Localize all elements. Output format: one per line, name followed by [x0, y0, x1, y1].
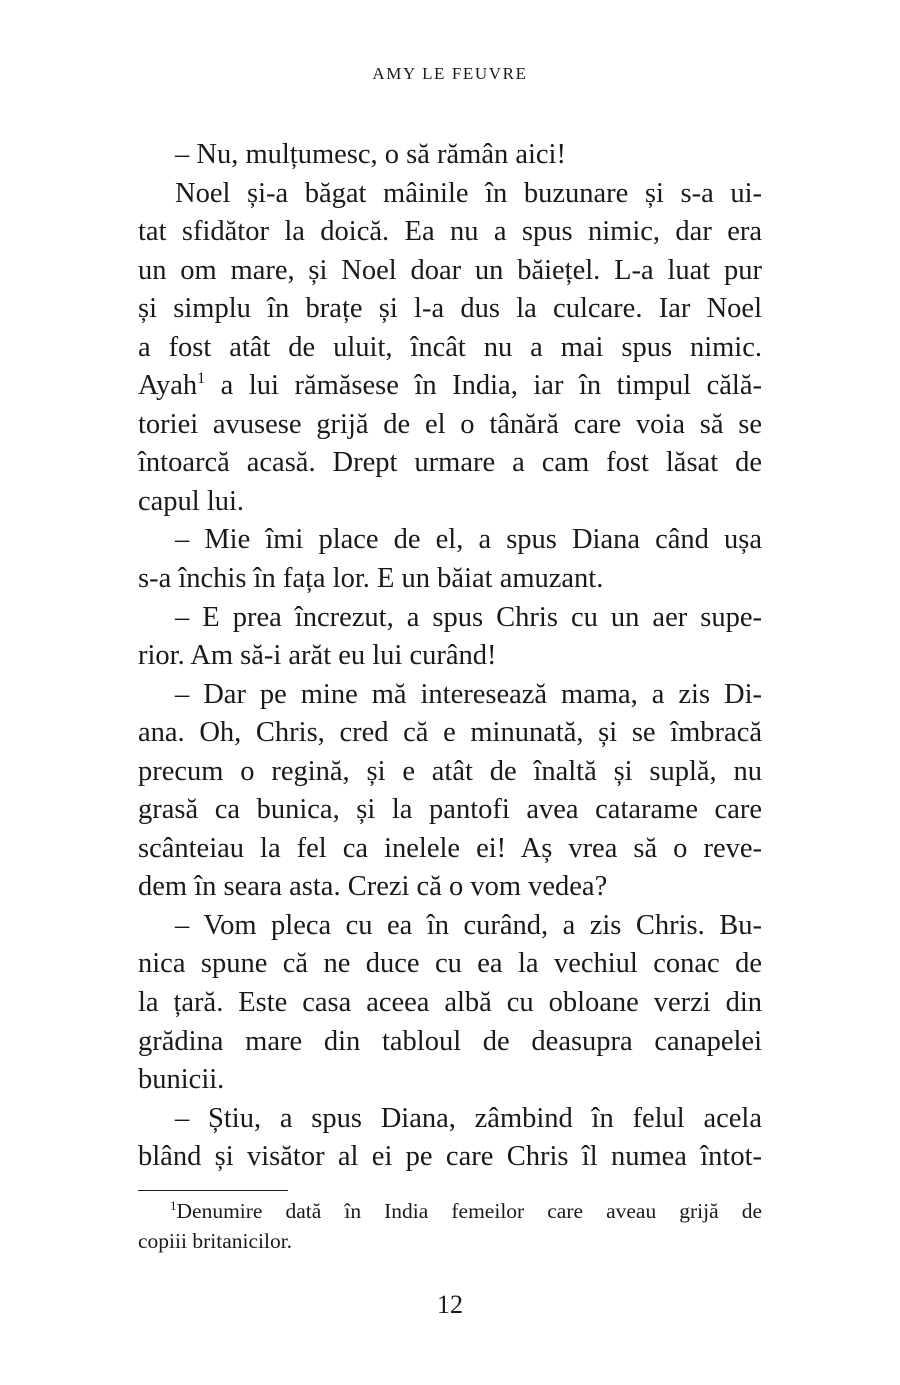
line-text: – E prea încrezut, a spus Chris cu un aer supe- — [175, 601, 762, 633]
text-line — [138, 367, 762, 406]
text-line — [138, 444, 762, 483]
text-line — [138, 830, 762, 869]
text-line — [138, 753, 762, 792]
text-line — [138, 676, 762, 715]
text-line — [138, 1100, 762, 1139]
line-text: ana. Oh, Chris, cred că e minunată, și se îmbracă — [138, 717, 762, 749]
line-text: scânteiau la fel ca inelele ei! Aș vrea să o reve- — [138, 832, 762, 864]
line-text: – Vom pleca cu ea în curând, a zis Chris. Bu- — [175, 909, 762, 941]
running-header: AMY LE FEUVRE — [372, 64, 528, 83]
line-text: un om mare, și Noel doar un băiețel. L-a luat pur — [138, 254, 762, 286]
line-text: – Nu, mulțumesc, o să rămân aici! — [175, 139, 566, 170]
line-text: Noel și-a băgat mâinile în buzunare și s-a ui- — [175, 177, 762, 209]
footnote-number: 1 — [170, 1198, 177, 1213]
line-text: tat sfidător la doică. Ea nu a spus nimic, dar era — [138, 216, 762, 248]
footnote-line — [138, 1196, 762, 1226]
line-text: – Mie îmi place de el, a spus Diana când ușa — [175, 524, 762, 556]
footnote — [138, 1196, 762, 1256]
line-text: bunicii. — [138, 1064, 225, 1096]
text-line — [138, 521, 762, 560]
text-line — [138, 1023, 762, 1062]
text-line — [138, 175, 762, 214]
line-text: a fost atât de uluit, încât nu a mai spus nimic. — [138, 331, 762, 363]
line-text: a lui rămăsese în India, iar în timpul călă- — [205, 370, 762, 402]
text-line — [138, 868, 762, 907]
line-text: toriei avusese grijă de el o tânără care voia să se — [138, 408, 762, 440]
text-line — [138, 637, 762, 676]
line-text: întoarcă acasă. Drept urmare a cam fost lăsat de — [138, 447, 762, 479]
text-line — [138, 984, 762, 1023]
text-line — [138, 1061, 762, 1100]
line-text: la țară. Este casa aceea albă cu obloane verzi din — [138, 987, 762, 1019]
text-line — [138, 560, 762, 599]
line-text: blând și visător al ei pe care Chris îl numea întot- — [138, 1141, 762, 1173]
footnote-divider — [138, 1190, 288, 1191]
text-line — [138, 329, 762, 368]
text-line — [138, 599, 762, 638]
line-text: capul lui. — [138, 485, 245, 517]
page-number: 12 — [437, 1290, 463, 1319]
text-line — [138, 136, 762, 175]
text-line — [138, 1138, 762, 1177]
line-text: – Dar pe mine mă interesează mama, a zis Di- — [175, 678, 762, 710]
line-text: nica spune că ne duce cu ea la vechiul conac de — [138, 948, 762, 980]
line-text: – Știu, a spus Diana, zâmbind în felul acela — [175, 1102, 762, 1134]
line-text: rior. Am să-i arăt eu lui curând! — [138, 640, 497, 672]
footnote-marker: 1 — [197, 370, 206, 388]
text-line — [138, 791, 762, 830]
text-line — [138, 945, 762, 984]
text-line — [138, 406, 762, 445]
text-line — [138, 483, 762, 522]
line-text: s-a închis în fața lor. E un băiat amuzant. — [138, 563, 604, 595]
text-line — [138, 907, 762, 946]
footnote-text: Denumire dată în India femeilor care aveau grijă de — [176, 1199, 762, 1223]
line-text: dem în seara asta. Crezi că o vom vedea? — [138, 871, 608, 903]
line-text: grădina mare din tabloul de deasupra canapelei — [138, 1025, 762, 1057]
footnote-text: copiii britanicilor. — [138, 1229, 293, 1253]
text-line — [138, 213, 762, 252]
text-line — [138, 714, 762, 753]
footnote-line — [138, 1226, 762, 1256]
text-line — [138, 252, 762, 291]
line-text: și simplu în brațe și l-a dus la culcare. Iar Noel — [138, 293, 762, 325]
body-text — [138, 136, 762, 1177]
line-text: grasă ca bunica, și la pantofi avea catarame care — [138, 794, 762, 826]
text-line — [138, 290, 762, 329]
line-text: precum o regină, și e atât de înaltă și suplă, nu — [138, 755, 762, 787]
line-text: Ayah — [138, 370, 198, 402]
